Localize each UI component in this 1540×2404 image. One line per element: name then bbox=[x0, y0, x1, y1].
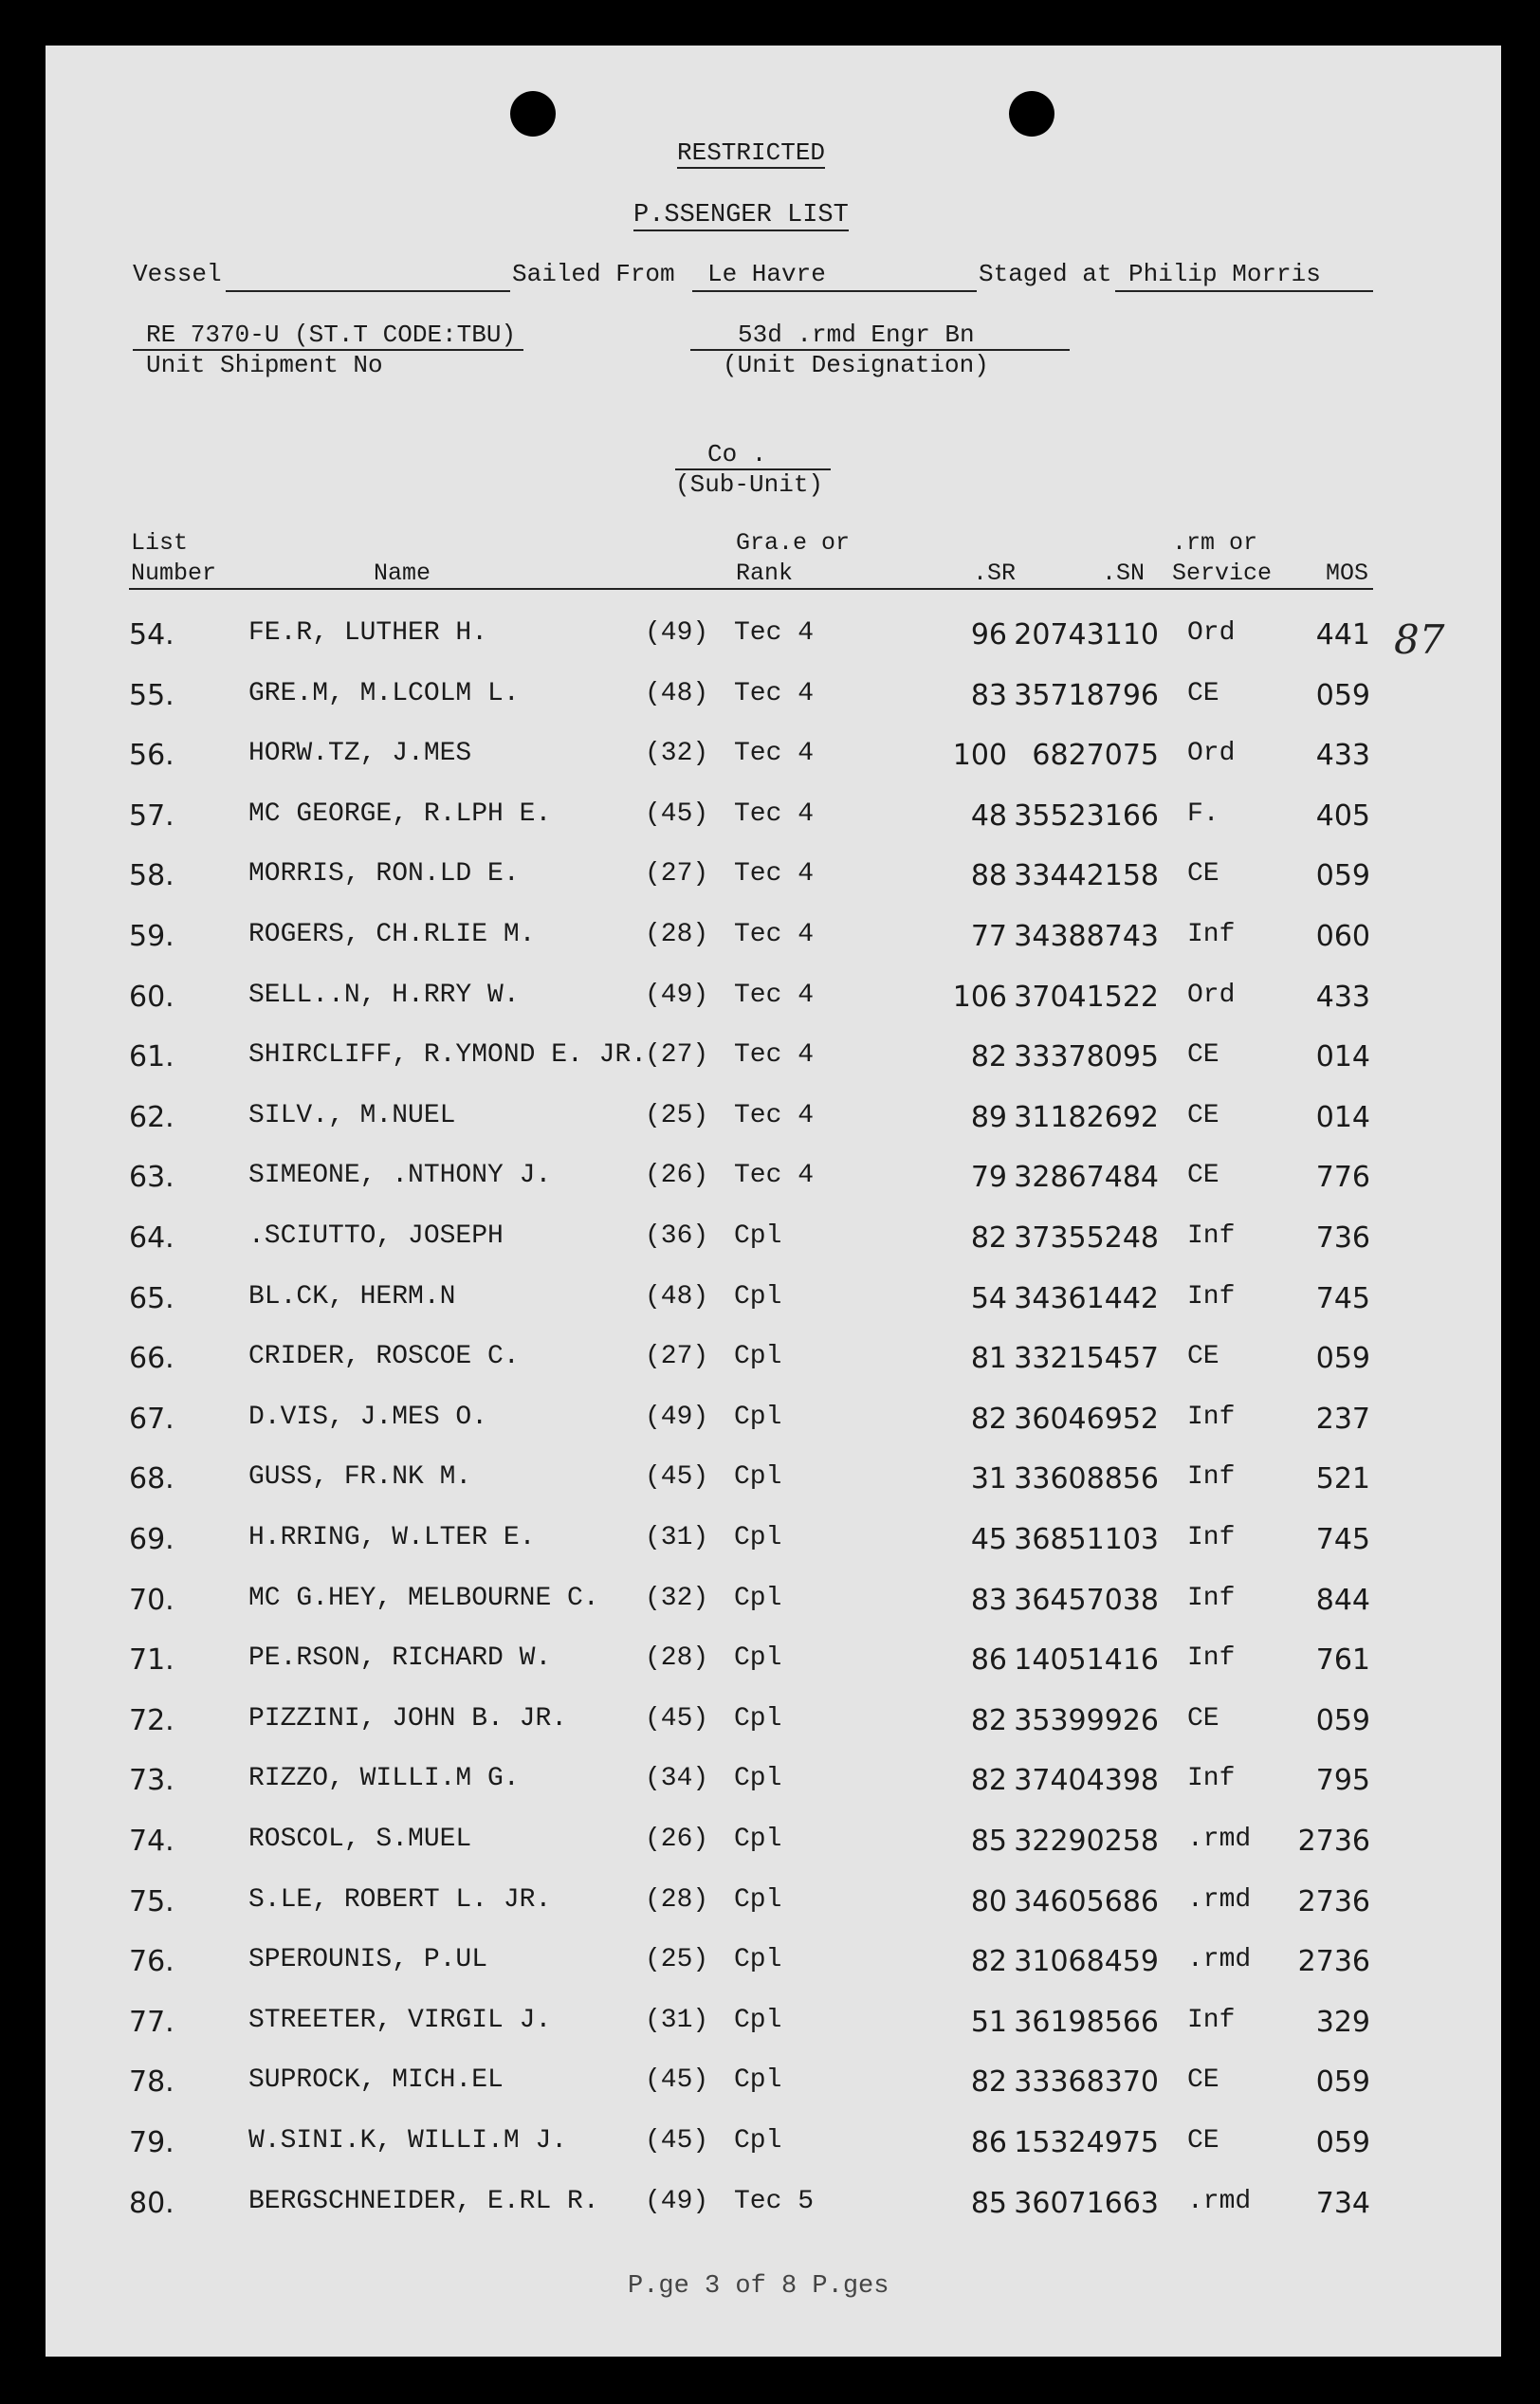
row-mos: 059 bbox=[1315, 859, 1370, 892]
unit-designation-value: 53d .rmd Engr Bn bbox=[738, 321, 975, 349]
row-asn: 36851103 bbox=[1014, 1523, 1159, 1556]
row-asr: 82 bbox=[970, 1221, 1007, 1255]
row-arm: Inf bbox=[1187, 2006, 1236, 2035]
row-mos: 2736 bbox=[1297, 1945, 1370, 1978]
row-rank: Tec 4 bbox=[734, 1101, 815, 1130]
row-mos: 745 bbox=[1315, 1282, 1370, 1315]
row-rank: Cpl bbox=[734, 1342, 782, 1371]
row-asr: 45 bbox=[970, 1523, 1007, 1556]
row-name: STREETER, VIRGIL J. bbox=[248, 2006, 552, 2035]
row-num: 54. bbox=[129, 618, 174, 651]
row-mos: 521 bbox=[1315, 1462, 1370, 1496]
row-num: 64. bbox=[129, 1221, 174, 1255]
row-asn: 34388743 bbox=[1014, 920, 1159, 953]
row-asr: 85 bbox=[970, 2187, 1007, 2220]
row-age: (45) bbox=[645, 799, 709, 829]
row-asr: 80 bbox=[970, 1885, 1007, 1918]
row-age: (49) bbox=[645, 981, 709, 1010]
row-mos: 844 bbox=[1315, 1584, 1370, 1617]
row-arm: Inf bbox=[1187, 1523, 1236, 1552]
row-age: (27) bbox=[645, 859, 709, 889]
row-mos: 014 bbox=[1315, 1101, 1370, 1134]
row-age: (27) bbox=[645, 1342, 709, 1371]
row-rank: Tec 4 bbox=[734, 981, 815, 1010]
row-name: MC GEORGE, R.LPH E. bbox=[248, 799, 552, 829]
row-asn: 35718796 bbox=[1014, 679, 1159, 712]
row-name: S.LE, ROBERT L. JR. bbox=[248, 1885, 552, 1915]
row-asr: 82 bbox=[970, 1945, 1007, 1978]
row-rank: Cpl bbox=[734, 1462, 782, 1492]
row-rank: Tec 4 bbox=[734, 1161, 815, 1190]
row-age: (27) bbox=[645, 1040, 709, 1070]
row-asn: 36457038 bbox=[1014, 1584, 1159, 1617]
row-mos: 776 bbox=[1315, 1161, 1370, 1194]
row-num: 56. bbox=[129, 739, 174, 772]
row-num: 73. bbox=[129, 1764, 174, 1797]
sailed-from-label: Sailed From bbox=[512, 260, 675, 288]
row-age: (48) bbox=[645, 679, 709, 708]
row-age: (32) bbox=[645, 1584, 709, 1613]
row-asn: 33215457 bbox=[1014, 1342, 1159, 1375]
row-rank: Cpl bbox=[734, 1704, 782, 1734]
row-rank: Cpl bbox=[734, 1764, 782, 1793]
row-asn: 33378095 bbox=[1014, 1040, 1159, 1074]
row-rank: Tec 5 bbox=[734, 2187, 815, 2216]
row-age: (31) bbox=[645, 1523, 709, 1552]
row-arm: .rmd bbox=[1187, 1885, 1252, 1915]
row-name: SILV., M.NUEL bbox=[248, 1101, 456, 1130]
row-asr: 82 bbox=[970, 2065, 1007, 2099]
row-num: 59. bbox=[129, 920, 174, 953]
row-asn: 33368370 bbox=[1014, 2065, 1159, 2099]
row-asr: 82 bbox=[970, 1040, 1007, 1074]
row-num: 65. bbox=[129, 1282, 174, 1315]
row-arm: .rmd bbox=[1187, 1825, 1252, 1854]
row-rank: Cpl bbox=[734, 1885, 782, 1915]
row-name: PIZZINI, JOHN B. JR. bbox=[248, 1704, 568, 1734]
staged-at-value: Philip Morris bbox=[1128, 260, 1321, 288]
row-mos: 2736 bbox=[1297, 1885, 1370, 1918]
row-age: (45) bbox=[645, 1704, 709, 1734]
row-age: (28) bbox=[645, 1885, 709, 1915]
row-asn: 35523166 bbox=[1014, 799, 1159, 833]
row-rank: Tec 4 bbox=[734, 679, 815, 708]
col-asr: .SR bbox=[973, 560, 1017, 587]
row-asr: 106 bbox=[952, 981, 1007, 1014]
row-asn: 36071663 bbox=[1014, 2187, 1159, 2220]
row-age: (28) bbox=[645, 920, 709, 949]
row-asn: 14051416 bbox=[1014, 1643, 1159, 1677]
row-mos: 237 bbox=[1315, 1403, 1370, 1436]
row-arm: CE bbox=[1187, 2065, 1219, 2095]
row-name: SUPROCK, MICH.EL bbox=[248, 2065, 504, 2095]
row-asr: 89 bbox=[970, 1101, 1007, 1134]
staged-at-label: Staged at bbox=[979, 260, 1112, 288]
row-asr: 82 bbox=[970, 1764, 1007, 1797]
row-mos: 441 bbox=[1315, 618, 1370, 651]
row-asn: 32867484 bbox=[1014, 1161, 1159, 1194]
col-grade-2: Rank bbox=[736, 560, 794, 587]
row-name: ROSCOL, S.MUEL bbox=[248, 1825, 472, 1854]
row-name: SIMEONE, .NTHONY J. bbox=[248, 1161, 552, 1190]
row-arm: F. bbox=[1187, 799, 1219, 829]
row-mos: 433 bbox=[1315, 981, 1370, 1014]
row-num: 63. bbox=[129, 1161, 174, 1194]
row-num: 60. bbox=[129, 981, 174, 1014]
row-asn: 31068459 bbox=[1014, 1945, 1159, 1978]
row-num: 72. bbox=[129, 1704, 174, 1737]
row-asn: 6827075 bbox=[1032, 739, 1159, 772]
row-num: 62. bbox=[129, 1101, 174, 1134]
vessel-blank bbox=[226, 290, 510, 292]
row-asn: 15324975 bbox=[1014, 2126, 1159, 2159]
row-rank: Cpl bbox=[734, 1403, 782, 1432]
row-num: 75. bbox=[129, 1885, 174, 1918]
row-age: (49) bbox=[645, 1403, 709, 1432]
row-arm: Ord bbox=[1187, 618, 1236, 648]
row-rank: Tec 4 bbox=[734, 739, 815, 768]
row-mos: 059 bbox=[1315, 2126, 1370, 2159]
row-name: PE.RSON, RICHARD W. bbox=[248, 1643, 552, 1673]
row-name: W.SINI.K, WILLI.M J. bbox=[248, 2126, 568, 2156]
sub-unit-value: Co . bbox=[707, 440, 767, 468]
row-num: 78. bbox=[129, 2065, 174, 2099]
row-asr: 86 bbox=[970, 1643, 1007, 1677]
col-arm-1: .rm or bbox=[1172, 529, 1258, 557]
row-asr: 81 bbox=[970, 1342, 1007, 1375]
row-asn: 35399926 bbox=[1014, 1704, 1159, 1737]
row-age: (28) bbox=[645, 1643, 709, 1673]
row-num: 79. bbox=[129, 2126, 174, 2159]
row-arm: CE bbox=[1187, 679, 1219, 708]
row-asn: 36198566 bbox=[1014, 2006, 1159, 2039]
row-asr: 88 bbox=[970, 859, 1007, 892]
row-arm: Ord bbox=[1187, 981, 1236, 1010]
row-name: BERGSCHNEIDER, E.RL R. bbox=[248, 2187, 599, 2216]
sailed-from-value: Le Havre bbox=[707, 260, 826, 288]
row-rank: Cpl bbox=[734, 2006, 782, 2035]
row-rank: Tec 4 bbox=[734, 920, 815, 949]
row-name: CRIDER, ROSCOE C. bbox=[248, 1342, 520, 1371]
classification-label: RESTRICTED bbox=[677, 138, 826, 167]
row-mos: 329 bbox=[1315, 2006, 1370, 2039]
row-name: GUSS, FR.NK M. bbox=[248, 1462, 472, 1492]
row-asn: 31182692 bbox=[1014, 1101, 1159, 1134]
row-age: (49) bbox=[645, 2187, 709, 2216]
page-footer: P.ge 3 of 8 P.ges bbox=[628, 2272, 889, 2301]
row-arm: Inf bbox=[1187, 1403, 1236, 1432]
row-name: GRE.M, M.LCOLM L. bbox=[248, 679, 520, 708]
row-name: MC G.HEY, MELBOURNE C. bbox=[248, 1584, 599, 1613]
sub-unit-label: (Sub-Unit) bbox=[675, 470, 824, 499]
unit-shipment-label: Unit Shipment No bbox=[146, 351, 383, 379]
unit-designation-label: (Unit Designation) bbox=[723, 351, 989, 379]
row-mos: 059 bbox=[1315, 1342, 1370, 1375]
row-age: (26) bbox=[645, 1161, 709, 1190]
row-arm: Inf bbox=[1187, 1282, 1236, 1312]
row-asr: 51 bbox=[970, 2006, 1007, 2039]
sailed-from-line bbox=[692, 290, 977, 292]
row-age: (45) bbox=[645, 2065, 709, 2095]
row-mos: 405 bbox=[1315, 799, 1370, 833]
punch-hole-left bbox=[510, 91, 556, 137]
row-mos: 059 bbox=[1315, 1704, 1370, 1737]
row-rank: Tec 4 bbox=[734, 799, 815, 829]
row-name: BL.CK, HERM.N bbox=[248, 1282, 456, 1312]
row-name: .SCIUTTO, JOSEPH bbox=[248, 1221, 504, 1251]
row-asn: 20743110 bbox=[1014, 618, 1159, 651]
row-rank: Cpl bbox=[734, 2065, 782, 2095]
row-num: 61. bbox=[129, 1040, 174, 1074]
row-mos: 059 bbox=[1315, 2065, 1370, 2099]
row-num: 55. bbox=[129, 679, 174, 712]
row-name: FE.R, LUTHER H. bbox=[248, 618, 488, 648]
row-rank: Cpl bbox=[734, 1825, 782, 1854]
col-arm-2: Service bbox=[1172, 560, 1273, 587]
row-num: 66. bbox=[129, 1342, 174, 1375]
row-asr: 82 bbox=[970, 1704, 1007, 1737]
col-asn: .SN bbox=[1102, 560, 1146, 587]
row-age: (25) bbox=[645, 1945, 709, 1974]
row-name: RIZZO, WILLI.M G. bbox=[248, 1764, 520, 1793]
row-age: (34) bbox=[645, 1764, 709, 1793]
col-list-number-2: Number bbox=[131, 560, 217, 587]
row-age: (45) bbox=[645, 1462, 709, 1492]
row-name: SPEROUNIS, P.UL bbox=[248, 1945, 488, 1974]
row-name: MORRIS, RON.LD E. bbox=[248, 859, 520, 889]
row-mos: 060 bbox=[1315, 920, 1370, 953]
document-title: P.SSENGER LIST bbox=[633, 201, 849, 229]
col-grade-1: Gra.e or bbox=[736, 529, 851, 557]
row-arm: Inf bbox=[1187, 1462, 1236, 1492]
row-num: 80. bbox=[129, 2187, 174, 2220]
row-age: (36) bbox=[645, 1221, 709, 1251]
row-mos: 734 bbox=[1315, 2187, 1370, 2220]
row-asr: 85 bbox=[970, 1825, 1007, 1858]
header-rule bbox=[129, 588, 1373, 590]
row-asn: 32290258 bbox=[1014, 1825, 1159, 1858]
row-asr: 77 bbox=[970, 920, 1007, 953]
row-asn: 34605686 bbox=[1014, 1885, 1159, 1918]
row-age: (26) bbox=[645, 1825, 709, 1854]
row-asn: 34361442 bbox=[1014, 1282, 1159, 1315]
row-asr: 82 bbox=[970, 1403, 1007, 1436]
row-rank: Tec 4 bbox=[734, 618, 815, 648]
row-arm: CE bbox=[1187, 1101, 1219, 1130]
row-rank: Cpl bbox=[734, 2126, 782, 2156]
row-asn: 37041522 bbox=[1014, 981, 1159, 1014]
row-arm: CE bbox=[1187, 1342, 1219, 1371]
row-age: (48) bbox=[645, 1282, 709, 1312]
row-asr: 48 bbox=[970, 799, 1007, 833]
row-asr: 83 bbox=[970, 679, 1007, 712]
row-num: 68. bbox=[129, 1462, 174, 1496]
row-num: 71. bbox=[129, 1643, 174, 1677]
row-arm: .rmd bbox=[1187, 2187, 1252, 2216]
row-arm: Inf bbox=[1187, 1221, 1236, 1251]
col-name: Name bbox=[374, 560, 431, 587]
row-mos: 745 bbox=[1315, 1523, 1370, 1556]
row-rank: Cpl bbox=[734, 1282, 782, 1312]
row-asn: 33442158 bbox=[1014, 859, 1159, 892]
row-age: (32) bbox=[645, 739, 709, 768]
row-name: ROGERS, CH.RLIE M. bbox=[248, 920, 536, 949]
row-name: SELL..N, H.RRY W. bbox=[248, 981, 520, 1010]
row-asr: 54 bbox=[970, 1282, 1007, 1315]
row-mos: 059 bbox=[1315, 679, 1370, 712]
col-mos: MOS bbox=[1326, 560, 1369, 587]
row-num: 58. bbox=[129, 859, 174, 892]
row-age: (45) bbox=[645, 2126, 709, 2156]
row-rank: Cpl bbox=[734, 1643, 782, 1673]
row-asr: 100 bbox=[952, 739, 1007, 772]
row-rank: Cpl bbox=[734, 1221, 782, 1251]
row-asr: 83 bbox=[970, 1584, 1007, 1617]
row-num: 57. bbox=[129, 799, 174, 833]
row-mos: 736 bbox=[1315, 1221, 1370, 1255]
row-num: 70. bbox=[129, 1584, 174, 1617]
punch-hole-right bbox=[1009, 91, 1054, 137]
row-num: 69. bbox=[129, 1523, 174, 1556]
row-rank: Cpl bbox=[734, 1584, 782, 1613]
row-mos: 761 bbox=[1315, 1643, 1370, 1677]
row-rank: Cpl bbox=[734, 1945, 782, 1974]
vessel-label: Vessel bbox=[133, 260, 222, 288]
row-asr: 86 bbox=[970, 2126, 1007, 2159]
row-arm: CE bbox=[1187, 1161, 1219, 1190]
col-list-number-1: List bbox=[131, 529, 189, 557]
row-name: H.RRING, W.LTER E. bbox=[248, 1523, 536, 1552]
row-asr: 31 bbox=[970, 1462, 1007, 1496]
row-asr: 79 bbox=[970, 1161, 1007, 1194]
row-arm: Inf bbox=[1187, 1643, 1236, 1673]
row-arm: Inf bbox=[1187, 920, 1236, 949]
row-mos: 433 bbox=[1315, 739, 1370, 772]
row-mos: 014 bbox=[1315, 1040, 1370, 1074]
row-asn: 33608856 bbox=[1014, 1462, 1159, 1496]
row-age: (49) bbox=[645, 618, 709, 648]
row-name: SHIRCLIFF, R.YMOND E. JR. bbox=[248, 1040, 648, 1070]
row-asn: 37355248 bbox=[1014, 1221, 1159, 1255]
row-age: (31) bbox=[645, 2006, 709, 2035]
row-asn: 36046952 bbox=[1014, 1403, 1159, 1436]
row-age: (25) bbox=[645, 1101, 709, 1130]
row-rank: Cpl bbox=[734, 1523, 782, 1552]
row-arm: CE bbox=[1187, 1040, 1219, 1070]
row-arm: CE bbox=[1187, 1704, 1219, 1734]
row-arm: Inf bbox=[1187, 1584, 1236, 1613]
row-arm: Ord bbox=[1187, 739, 1236, 768]
row-mos: 2736 bbox=[1297, 1825, 1370, 1858]
row-name: HORW.TZ, J.MES bbox=[248, 739, 472, 768]
row-rank: Tec 4 bbox=[734, 859, 815, 889]
row-mos: 795 bbox=[1315, 1764, 1370, 1797]
row-num: 74. bbox=[129, 1825, 174, 1858]
unit-shipment-no: RE 7370-U (ST.T CODE:TBU) bbox=[146, 321, 517, 349]
row-rank: Tec 4 bbox=[734, 1040, 815, 1070]
row-arm: .rmd bbox=[1187, 1945, 1252, 1974]
row-num: 67. bbox=[129, 1403, 174, 1436]
staged-at-line bbox=[1115, 290, 1373, 292]
row-num: 76. bbox=[129, 1945, 174, 1978]
row-asr: 96 bbox=[970, 618, 1007, 651]
row-arm: CE bbox=[1187, 2126, 1219, 2156]
row-num: 77. bbox=[129, 2006, 174, 2039]
row-name: D.VIS, J.MES O. bbox=[248, 1403, 488, 1432]
row-arm: CE bbox=[1187, 859, 1219, 889]
margin-handwritten-number: 87 bbox=[1394, 616, 1445, 663]
row-asn: 37404398 bbox=[1014, 1764, 1159, 1797]
row-arm: Inf bbox=[1187, 1764, 1236, 1793]
